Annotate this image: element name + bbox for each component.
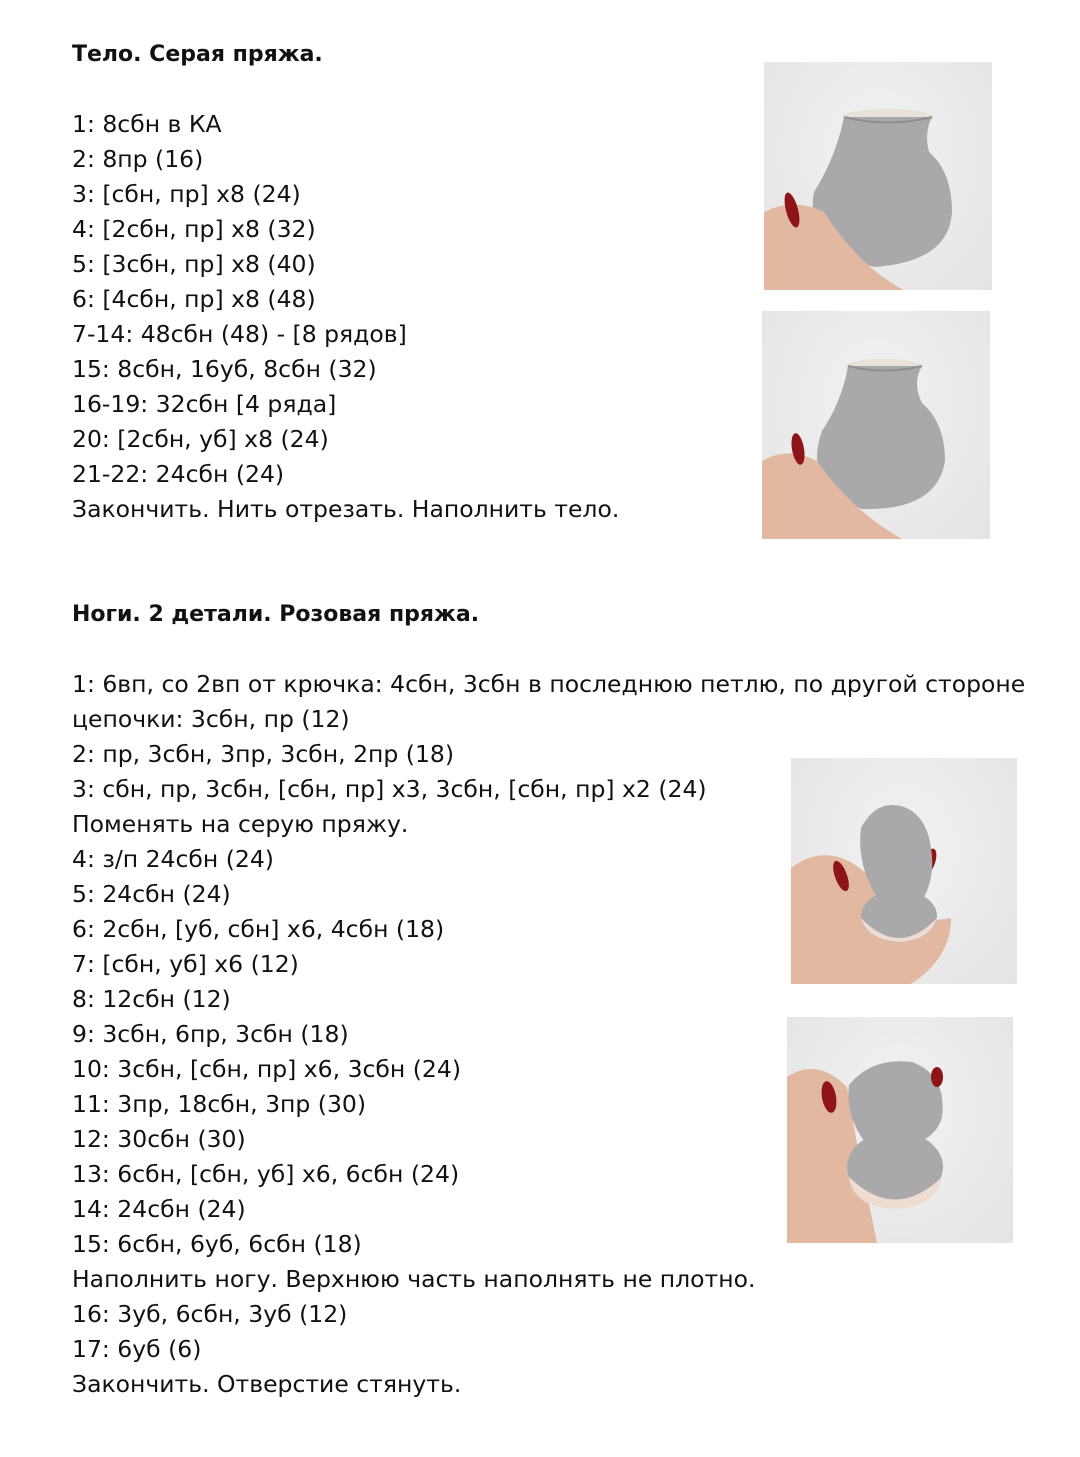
instruction-line: 3: [сбн, пр] х8 (24) [72,180,301,208]
legs-section-title: Ноги. 2 детали. Розовая пряжа. [72,602,480,627]
body-section-title: Тело. Серая пряжа. [72,42,323,67]
instruction-line: 8: 12сбн (12) [72,985,231,1013]
instruction-line: 21-22: 24сбн (24) [72,460,285,488]
instruction-line: цепочки: 3сбн, пр (12) [72,705,350,733]
instruction-line: 4: з/п 24сбн (24) [72,845,274,873]
instruction-line: 7-14: 48сбн (48) - [8 рядов] [72,320,407,348]
instruction-line: Закончить. Отверстие стянуть. [72,1370,462,1398]
instruction-line: 20: [2сбн, уб] х8 (24) [72,425,329,453]
instruction-line: 6: 2сбн, [уб, сбн] х6, 4сбн (18) [72,915,445,943]
instruction-line: 1: 6вп, со 2вп от крючка: 4сбн, 3сбн в последнюю петлю, по другой стороне [72,670,1026,698]
instruction-line: 14: 24сбн (24) [72,1195,246,1223]
instruction-line: 5: 24сбн (24) [72,880,231,908]
instruction-line: 12: 30сбн (30) [72,1125,246,1153]
crochet-leg-photo-icon [791,758,1017,984]
instruction-line: 15: 6сбн, 6уб, 6сбн (18) [72,1230,362,1258]
instruction-line: 2: 8пр (16) [72,145,204,173]
instruction-line: 6: [4сбн, пр] х8 (48) [72,285,316,313]
instruction-line: 2: пр, 3сбн, 3пр, 3сбн, 2пр (18) [72,740,455,768]
instruction-line: Наполнить ногу. Верхнюю часть наполнять не плотно. [72,1265,756,1293]
crochet-body-photo-icon [764,62,992,290]
instruction-line: 13: 6сбн, [сбн, уб] х6, 6сбн (24) [72,1160,460,1188]
instruction-line: 3: сбн, пр, 3сбн, [сбн, пр] х3, 3сбн, [сбн, пр] х2 (24) [72,775,707,803]
instruction-line: 9: 3сбн, 6пр, 3сбн (18) [72,1020,349,1048]
instruction-line: 16: 3уб, 6сбн, 3уб (12) [72,1300,348,1328]
instruction-line: Поменять на серую пряжу. [72,810,409,838]
instruction-line: 4: [2сбн, пр] х8 (32) [72,215,316,243]
instruction-line: 10: 3сбн, [сбн, пр] х6, 3сбн (24) [72,1055,462,1083]
crochet-leg-side-photo-icon [787,1017,1013,1243]
instruction-line: 17: 6уб (6) [72,1335,202,1363]
instruction-line: 16-19: 32сбн [4 ряда] [72,390,337,418]
instruction-line: 11: 3пр, 18сбн, 3пр (30) [72,1090,367,1118]
crochet-body-side-photo-icon [762,311,990,539]
instruction-line: 7: [сбн, уб] х6 (12) [72,950,299,978]
instruction-line: Закончить. Нить отрезать. Наполнить тело. [72,495,620,523]
instruction-line: 15: 8сбн, 16уб, 8сбн (32) [72,355,377,383]
instruction-line: 5: [3сбн, пр] х8 (40) [72,250,316,278]
instruction-line: 1: 8сбн в КА [72,110,222,138]
